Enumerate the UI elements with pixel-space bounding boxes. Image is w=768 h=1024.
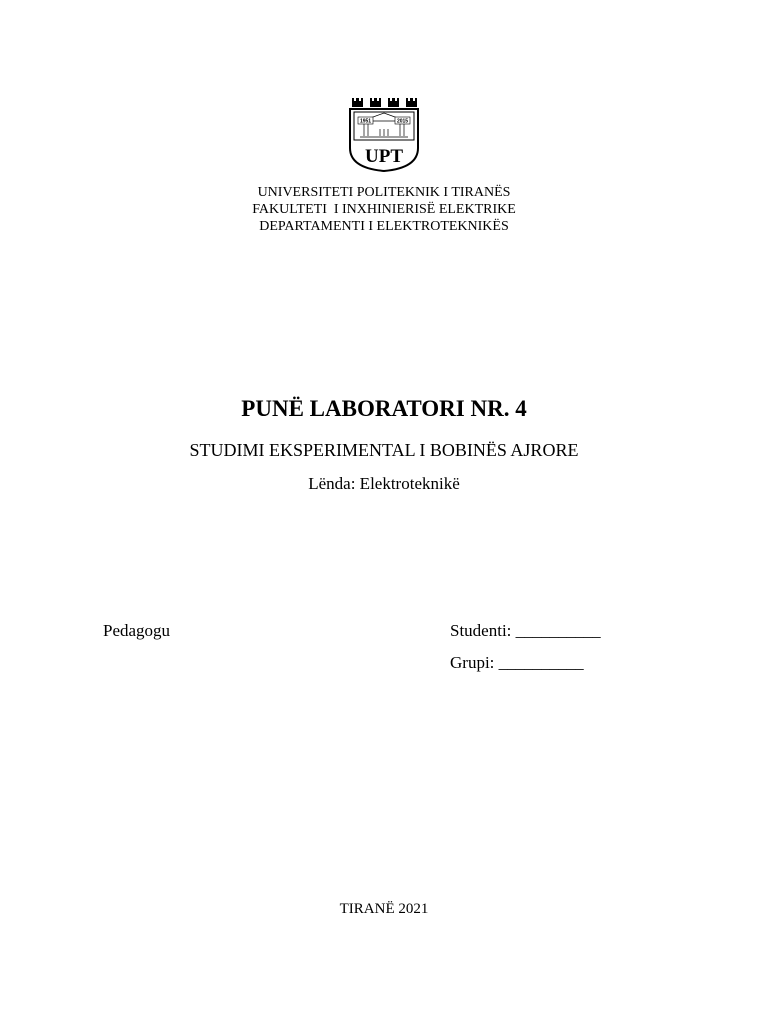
faculty-name: FAKULTETI I INXHINIERISË ELEKTRIKE: [252, 202, 516, 217]
logo-year-end: 2015: [396, 118, 409, 125]
studenti-field: Studenti: __________: [450, 621, 601, 640]
upt-seal-icon: [346, 96, 422, 172]
document-subtitle: STUDIMI EKSPERIMENTAL I BOBINËS AJRORE: [189, 440, 579, 460]
pedagogu-label: Pedagogu: [103, 621, 171, 640]
document-title: PUNË LABORATORI NR. 4: [241, 396, 527, 421]
logo-text: UPT: [365, 146, 403, 167]
logo-year-start: 1951: [359, 118, 372, 125]
university-name: UNIVERSITETI POLITEKNIK I TIRANËS: [257, 185, 511, 200]
place-date: TIRANË 2021: [339, 901, 429, 917]
grupi-field: Grupi: __________: [450, 653, 584, 672]
subject-line: Lënda: Elektroteknikë: [308, 474, 460, 493]
upt-logo: [346, 96, 422, 172]
department-name: DEPARTAMENTI I ELEKTROTEKNIKËS: [259, 219, 509, 234]
institution-header: [0, 184, 768, 235]
